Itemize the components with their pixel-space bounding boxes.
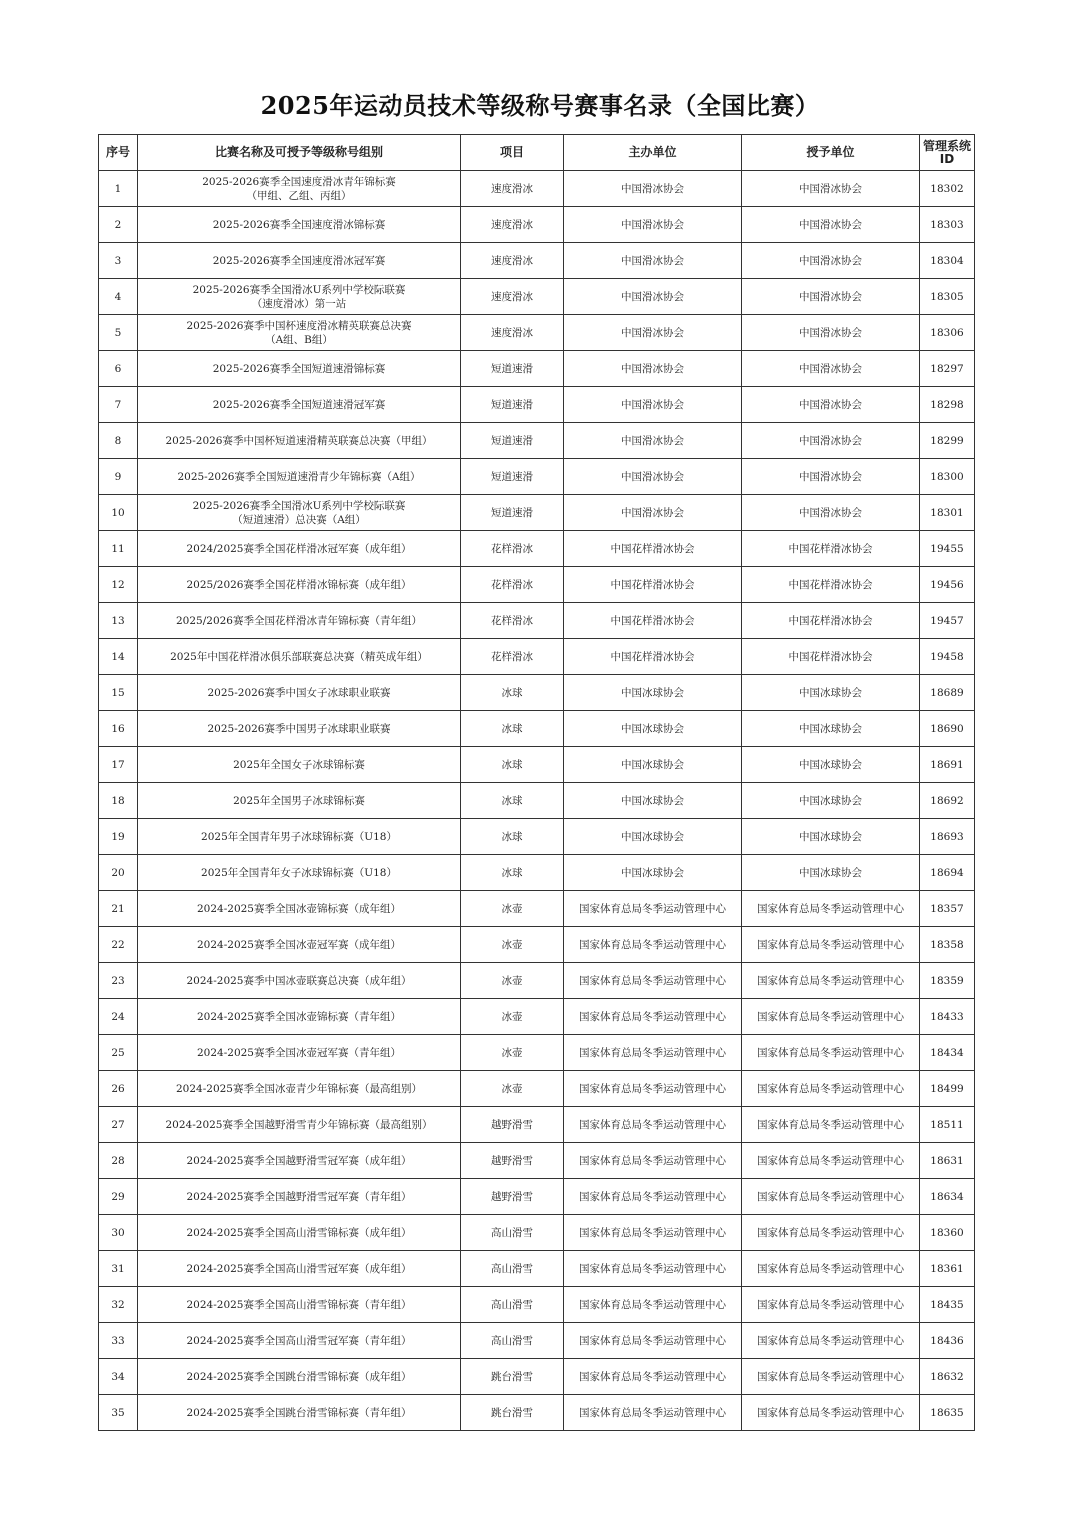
grantor-cell: 国家体育总局冬季运动管理中心 [742, 999, 920, 1035]
system-id-cell: 18631 [920, 1143, 975, 1179]
system-id-cell: 18632 [920, 1359, 975, 1395]
row-index-cell: 1 [99, 171, 138, 207]
row-index-cell: 8 [99, 423, 138, 459]
system-id-cell: 18306 [920, 315, 975, 351]
sport-cell: 花样滑冰 [461, 567, 564, 603]
sport-cell: 冰球 [461, 675, 564, 711]
event-name-cell: 2025-2026赛季中国男子冰球职业联赛 [138, 711, 461, 747]
event-name-cell: 2025年全国青年男子冰球锦标赛（U18） [138, 819, 461, 855]
system-id-cell: 18690 [920, 711, 975, 747]
organizer-cell: 中国冰球协会 [564, 783, 742, 819]
system-id-cell: 19458 [920, 639, 975, 675]
organizer-cell: 国家体育总局冬季运动管理中心 [564, 1395, 742, 1431]
grantor-cell: 国家体育总局冬季运动管理中心 [742, 1359, 920, 1395]
event-name-cell: 2025/2026赛季全国花样滑冰锦标赛（成年组） [138, 567, 461, 603]
table-row [99, 1035, 975, 1071]
row-index-cell: 29 [99, 1179, 138, 1215]
organizer-cell: 中国冰球协会 [564, 675, 742, 711]
event-name-cell: 2024-2025赛季全国高山滑雪冠军赛（成年组） [138, 1251, 461, 1287]
organizer-cell: 国家体育总局冬季运动管理中心 [564, 1179, 742, 1215]
grantor-cell: 中国花样滑冰协会 [742, 531, 920, 567]
grantor-cell: 国家体育总局冬季运动管理中心 [742, 1251, 920, 1287]
organizer-cell: 国家体育总局冬季运动管理中心 [564, 1323, 742, 1359]
event-name-cell: 2025年全国男子冰球锦标赛 [138, 783, 461, 819]
row-index-cell: 13 [99, 603, 138, 639]
event-name-cell: 2024-2025赛季全国高山滑雪锦标赛（成年组） [138, 1215, 461, 1251]
system-id-cell: 18634 [920, 1179, 975, 1215]
system-id-cell: 18304 [920, 243, 975, 279]
table-row [99, 495, 975, 531]
system-id-cell: 18301 [920, 495, 975, 531]
sport-cell: 短道速滑 [461, 459, 564, 495]
sport-cell: 越野滑雪 [461, 1107, 564, 1143]
row-index-cell: 21 [99, 891, 138, 927]
event-name-cell: 2024-2025赛季全国越野滑雪冠军赛（青年组） [138, 1179, 461, 1215]
table-row [99, 315, 975, 351]
event-name-cell: 2025-2026赛季中国女子冰球职业联赛 [138, 675, 461, 711]
table-header-row [99, 135, 975, 171]
organizer-cell: 中国花样滑冰协会 [564, 639, 742, 675]
table-row [99, 1107, 975, 1143]
grantor-cell: 国家体育总局冬季运动管理中心 [742, 1107, 920, 1143]
table-body [99, 171, 975, 1431]
grantor-cell: 中国花样滑冰协会 [742, 567, 920, 603]
grantor-cell: 国家体育总局冬季运动管理中心 [742, 1179, 920, 1215]
sport-cell: 冰球 [461, 711, 564, 747]
organizer-cell: 中国滑冰协会 [564, 207, 742, 243]
sport-cell: 冰壶 [461, 1035, 564, 1071]
table-row [99, 1323, 975, 1359]
organizer-cell: 国家体育总局冬季运动管理中心 [564, 1287, 742, 1323]
sport-cell: 高山滑雪 [461, 1215, 564, 1251]
grantor-cell: 中国滑冰协会 [742, 207, 920, 243]
sport-cell: 冰壶 [461, 963, 564, 999]
event-name-cell: 2025-2026赛季全国短道速滑青少年锦标赛（A组） [138, 459, 461, 495]
system-id-cell: 18434 [920, 1035, 975, 1071]
table-row [99, 1359, 975, 1395]
system-id-cell: 18361 [920, 1251, 975, 1287]
event-name-cell: 2025年全国女子冰球锦标赛 [138, 747, 461, 783]
event-table [98, 134, 975, 1431]
sport-cell: 速度滑冰 [461, 171, 564, 207]
sport-cell: 高山滑雪 [461, 1323, 564, 1359]
system-id-cell: 18499 [920, 1071, 975, 1107]
table-row [99, 783, 975, 819]
grantor-cell: 中国滑冰协会 [742, 351, 920, 387]
system-id-cell: 18694 [920, 855, 975, 891]
grantor-cell: 中国冰球协会 [742, 783, 920, 819]
table-row [99, 1215, 975, 1251]
sport-cell: 速度滑冰 [461, 207, 564, 243]
system-id-cell: 18305 [920, 279, 975, 315]
table-row [99, 639, 975, 675]
row-index-cell: 31 [99, 1251, 138, 1287]
grantor-cell: 中国冰球协会 [742, 819, 920, 855]
grantor-cell: 中国滑冰协会 [742, 495, 920, 531]
sport-cell: 冰球 [461, 783, 564, 819]
organizer-cell: 中国滑冰协会 [564, 387, 742, 423]
organizer-cell: 国家体育总局冬季运动管理中心 [564, 1143, 742, 1179]
event-name-cell: 2025-2026赛季全国短道速滑冠军赛 [138, 387, 461, 423]
grantor-cell: 中国花样滑冰协会 [742, 603, 920, 639]
event-name-cell: 2025-2026赛季全国短道速滑锦标赛 [138, 351, 461, 387]
system-id-cell: 18359 [920, 963, 975, 999]
row-index-cell: 23 [99, 963, 138, 999]
event-name-cell: 2025-2026赛季全国速度滑冰青年锦标赛 （甲组、乙组、丙组） [138, 171, 461, 207]
event-name-cell: 2025年全国青年女子冰球锦标赛（U18） [138, 855, 461, 891]
header-grantor: 授予单位 [742, 135, 920, 171]
row-index-cell: 25 [99, 1035, 138, 1071]
grantor-cell: 国家体育总局冬季运动管理中心 [742, 1287, 920, 1323]
row-index-cell: 34 [99, 1359, 138, 1395]
table-row [99, 1287, 975, 1323]
row-index-cell: 14 [99, 639, 138, 675]
event-name-cell: 2024-2025赛季全国跳台滑雪锦标赛（青年组） [138, 1395, 461, 1431]
system-id-cell: 18435 [920, 1287, 975, 1323]
sport-cell: 短道速滑 [461, 387, 564, 423]
row-index-cell: 26 [99, 1071, 138, 1107]
organizer-cell: 中国冰球协会 [564, 711, 742, 747]
grantor-cell: 中国滑冰协会 [742, 387, 920, 423]
grantor-cell: 中国滑冰协会 [742, 171, 920, 207]
row-index-cell: 5 [99, 315, 138, 351]
grantor-cell: 国家体育总局冬季运动管理中心 [742, 927, 920, 963]
table-row [99, 1143, 975, 1179]
organizer-cell: 中国滑冰协会 [564, 459, 742, 495]
system-id-cell: 18511 [920, 1107, 975, 1143]
organizer-cell: 国家体育总局冬季运动管理中心 [564, 891, 742, 927]
system-id-cell: 19457 [920, 603, 975, 639]
table-row [99, 207, 975, 243]
event-name-cell: 2025-2026赛季中国杯短道速滑精英联赛总决赛（甲组） [138, 423, 461, 459]
event-name-cell: 2025-2026赛季全国速度滑冰冠军赛 [138, 243, 461, 279]
table-row [99, 603, 975, 639]
sport-cell: 冰球 [461, 819, 564, 855]
organizer-cell: 国家体育总局冬季运动管理中心 [564, 963, 742, 999]
event-name-cell: 2024-2025赛季全国冰壶冠军赛（青年组） [138, 1035, 461, 1071]
sport-cell: 高山滑雪 [461, 1251, 564, 1287]
sport-cell: 短道速滑 [461, 423, 564, 459]
organizer-cell: 国家体育总局冬季运动管理中心 [564, 1251, 742, 1287]
organizer-cell: 中国滑冰协会 [564, 243, 742, 279]
grantor-cell: 国家体育总局冬季运动管理中心 [742, 1323, 920, 1359]
event-name-cell: 2024-2025赛季全国冰壶锦标赛（青年组） [138, 999, 461, 1035]
table-row [99, 243, 975, 279]
row-index-cell: 15 [99, 675, 138, 711]
event-name-cell: 2025-2026赛季全国滑冰U系列中学校际联赛 （速度滑冰）第一站 [138, 279, 461, 315]
organizer-cell: 国家体育总局冬季运动管理中心 [564, 927, 742, 963]
grantor-cell: 国家体育总局冬季运动管理中心 [742, 1395, 920, 1431]
sport-cell: 花样滑冰 [461, 639, 564, 675]
row-index-cell: 12 [99, 567, 138, 603]
event-name-cell: 2025/2026赛季全国花样滑冰青年锦标赛（青年组） [138, 603, 461, 639]
header-event-name: 比赛名称及可授予等级称号组别 [138, 135, 461, 171]
table-row [99, 711, 975, 747]
system-id-cell: 18358 [920, 927, 975, 963]
system-id-cell: 18635 [920, 1395, 975, 1431]
sport-cell: 速度滑冰 [461, 243, 564, 279]
organizer-cell: 国家体育总局冬季运动管理中心 [564, 1359, 742, 1395]
table-row [99, 1395, 975, 1431]
table-row [99, 423, 975, 459]
grantor-cell: 中国滑冰协会 [742, 279, 920, 315]
row-index-cell: 9 [99, 459, 138, 495]
organizer-cell: 国家体育总局冬季运动管理中心 [564, 1215, 742, 1251]
organizer-cell: 中国花样滑冰协会 [564, 603, 742, 639]
table-row [99, 459, 975, 495]
system-id-cell: 18689 [920, 675, 975, 711]
system-id-cell: 18302 [920, 171, 975, 207]
row-index-cell: 24 [99, 999, 138, 1035]
row-index-cell: 22 [99, 927, 138, 963]
row-index-cell: 33 [99, 1323, 138, 1359]
event-name-cell: 2025-2026赛季中国杯速度滑冰精英联赛总决赛 （A组、B组） [138, 315, 461, 351]
row-index-cell: 19 [99, 819, 138, 855]
row-index-cell: 30 [99, 1215, 138, 1251]
event-name-cell: 2025-2026赛季全国滑冰U系列中学校际联赛 （短道速滑）总决赛（A组） [138, 495, 461, 531]
sport-cell: 冰球 [461, 855, 564, 891]
sport-cell: 冰壶 [461, 999, 564, 1035]
event-name-cell: 2024/2025赛季全国花样滑冰冠军赛（成年组） [138, 531, 461, 567]
row-index-cell: 27 [99, 1107, 138, 1143]
organizer-cell: 国家体育总局冬季运动管理中心 [564, 999, 742, 1035]
table-row [99, 1071, 975, 1107]
row-index-cell: 6 [99, 351, 138, 387]
table-row [99, 963, 975, 999]
organizer-cell: 国家体育总局冬季运动管理中心 [564, 1035, 742, 1071]
grantor-cell: 中国滑冰协会 [742, 423, 920, 459]
sport-cell: 花样滑冰 [461, 603, 564, 639]
system-id-cell: 18297 [920, 351, 975, 387]
system-id-cell: 18357 [920, 891, 975, 927]
event-name-cell: 2024-2025赛季全国冰壶冠军赛（成年组） [138, 927, 461, 963]
event-name-cell: 2024-2025赛季中国冰壶联赛总决赛（成年组） [138, 963, 461, 999]
event-name-cell: 2024-2025赛季全国高山滑雪锦标赛（青年组） [138, 1287, 461, 1323]
event-name-cell: 2024-2025赛季全国跳台滑雪锦标赛（成年组） [138, 1359, 461, 1395]
table-row [99, 1179, 975, 1215]
system-id-cell: 18303 [920, 207, 975, 243]
system-id-cell: 18299 [920, 423, 975, 459]
system-id-cell: 18433 [920, 999, 975, 1035]
organizer-cell: 中国冰球协会 [564, 855, 742, 891]
sport-cell: 高山滑雪 [461, 1287, 564, 1323]
grantor-cell: 国家体育总局冬季运动管理中心 [742, 1071, 920, 1107]
grantor-cell: 中国冰球协会 [742, 675, 920, 711]
grantor-cell: 中国滑冰协会 [742, 459, 920, 495]
table-row [99, 1251, 975, 1287]
sport-cell: 冰壶 [461, 1071, 564, 1107]
table-row [99, 531, 975, 567]
row-index-cell: 2 [99, 207, 138, 243]
system-id-cell: 18436 [920, 1323, 975, 1359]
table-row [99, 387, 975, 423]
header-organizer: 主办单位 [564, 135, 742, 171]
system-id-cell: 19455 [920, 531, 975, 567]
row-index-cell: 20 [99, 855, 138, 891]
organizer-cell: 中国花样滑冰协会 [564, 531, 742, 567]
sport-cell: 短道速滑 [461, 351, 564, 387]
grantor-cell: 中国冰球协会 [742, 747, 920, 783]
row-index-cell: 10 [99, 495, 138, 531]
grantor-cell: 国家体育总局冬季运动管理中心 [742, 1215, 920, 1251]
organizer-cell: 中国冰球协会 [564, 819, 742, 855]
sport-cell: 花样滑冰 [461, 531, 564, 567]
organizer-cell: 中国滑冰协会 [564, 171, 742, 207]
table-row [99, 819, 975, 855]
event-name-cell: 2024-2025赛季全国越野滑雪青少年锦标赛（最高组别） [138, 1107, 461, 1143]
header-sport: 项目 [461, 135, 564, 171]
system-id-cell: 18692 [920, 783, 975, 819]
grantor-cell: 国家体育总局冬季运动管理中心 [742, 891, 920, 927]
grantor-cell: 国家体育总局冬季运动管理中心 [742, 1143, 920, 1179]
table-row [99, 675, 975, 711]
table-row [99, 279, 975, 315]
sport-cell: 跳台滑雪 [461, 1359, 564, 1395]
sport-cell: 越野滑雪 [461, 1143, 564, 1179]
event-name-cell: 2025年中国花样滑冰俱乐部联赛总决赛（精英成年组） [138, 639, 461, 675]
row-index-cell: 32 [99, 1287, 138, 1323]
system-id-cell: 18360 [920, 1215, 975, 1251]
event-name-cell: 2025-2026赛季全国速度滑冰锦标赛 [138, 207, 461, 243]
header-system-id: 管理系统 ID [920, 135, 975, 171]
sport-cell: 跳台滑雪 [461, 1395, 564, 1431]
table-row [99, 171, 975, 207]
header-index: 序号 [99, 135, 138, 171]
grantor-cell: 国家体育总局冬季运动管理中心 [742, 1035, 920, 1071]
document-title: 2025年运动员技术等级称号赛事名录（全国比赛） [260, 91, 820, 120]
grantor-cell: 中国滑冰协会 [742, 243, 920, 279]
grantor-cell: 中国花样滑冰协会 [742, 639, 920, 675]
grantor-cell: 中国冰球协会 [742, 711, 920, 747]
row-index-cell: 17 [99, 747, 138, 783]
table-row [99, 351, 975, 387]
event-name-cell: 2024-2025赛季全国冰壶锦标赛（成年组） [138, 891, 461, 927]
sport-cell: 越野滑雪 [461, 1179, 564, 1215]
row-index-cell: 28 [99, 1143, 138, 1179]
grantor-cell: 国家体育总局冬季运动管理中心 [742, 963, 920, 999]
table-row [99, 927, 975, 963]
event-name-cell: 2024-2025赛季全国冰壶青少年锦标赛（最高组别） [138, 1071, 461, 1107]
organizer-cell: 中国花样滑冰协会 [564, 567, 742, 603]
table-row [99, 891, 975, 927]
event-name-cell: 2024-2025赛季全国越野滑雪冠军赛（成年组） [138, 1143, 461, 1179]
grantor-cell: 中国滑冰协会 [742, 315, 920, 351]
table-row [99, 747, 975, 783]
system-id-cell: 18691 [920, 747, 975, 783]
sport-cell: 速度滑冰 [461, 315, 564, 351]
organizer-cell: 国家体育总局冬季运动管理中心 [564, 1071, 742, 1107]
row-index-cell: 3 [99, 243, 138, 279]
grantor-cell: 中国冰球协会 [742, 855, 920, 891]
row-index-cell: 11 [99, 531, 138, 567]
organizer-cell: 国家体育总局冬季运动管理中心 [564, 1107, 742, 1143]
table-row [99, 567, 975, 603]
system-id-cell: 18693 [920, 819, 975, 855]
organizer-cell: 中国滑冰协会 [564, 315, 742, 351]
row-index-cell: 4 [99, 279, 138, 315]
system-id-cell: 18298 [920, 387, 975, 423]
organizer-cell: 中国滑冰协会 [564, 423, 742, 459]
row-index-cell: 7 [99, 387, 138, 423]
organizer-cell: 中国滑冰协会 [564, 351, 742, 387]
sport-cell: 速度滑冰 [461, 279, 564, 315]
system-id-cell: 18300 [920, 459, 975, 495]
system-id-cell: 19456 [920, 567, 975, 603]
table-row [99, 855, 975, 891]
sport-cell: 冰球 [461, 747, 564, 783]
organizer-cell: 中国滑冰协会 [564, 279, 742, 315]
organizer-cell: 中国冰球协会 [564, 747, 742, 783]
sport-cell: 冰壶 [461, 891, 564, 927]
row-index-cell: 16 [99, 711, 138, 747]
event-name-cell: 2024-2025赛季全国高山滑雪冠军赛（青年组） [138, 1323, 461, 1359]
sport-cell: 短道速滑 [461, 495, 564, 531]
row-index-cell: 35 [99, 1395, 138, 1431]
table-row [99, 999, 975, 1035]
row-index-cell: 18 [99, 783, 138, 819]
sport-cell: 冰壶 [461, 927, 564, 963]
organizer-cell: 中国滑冰协会 [564, 495, 742, 531]
